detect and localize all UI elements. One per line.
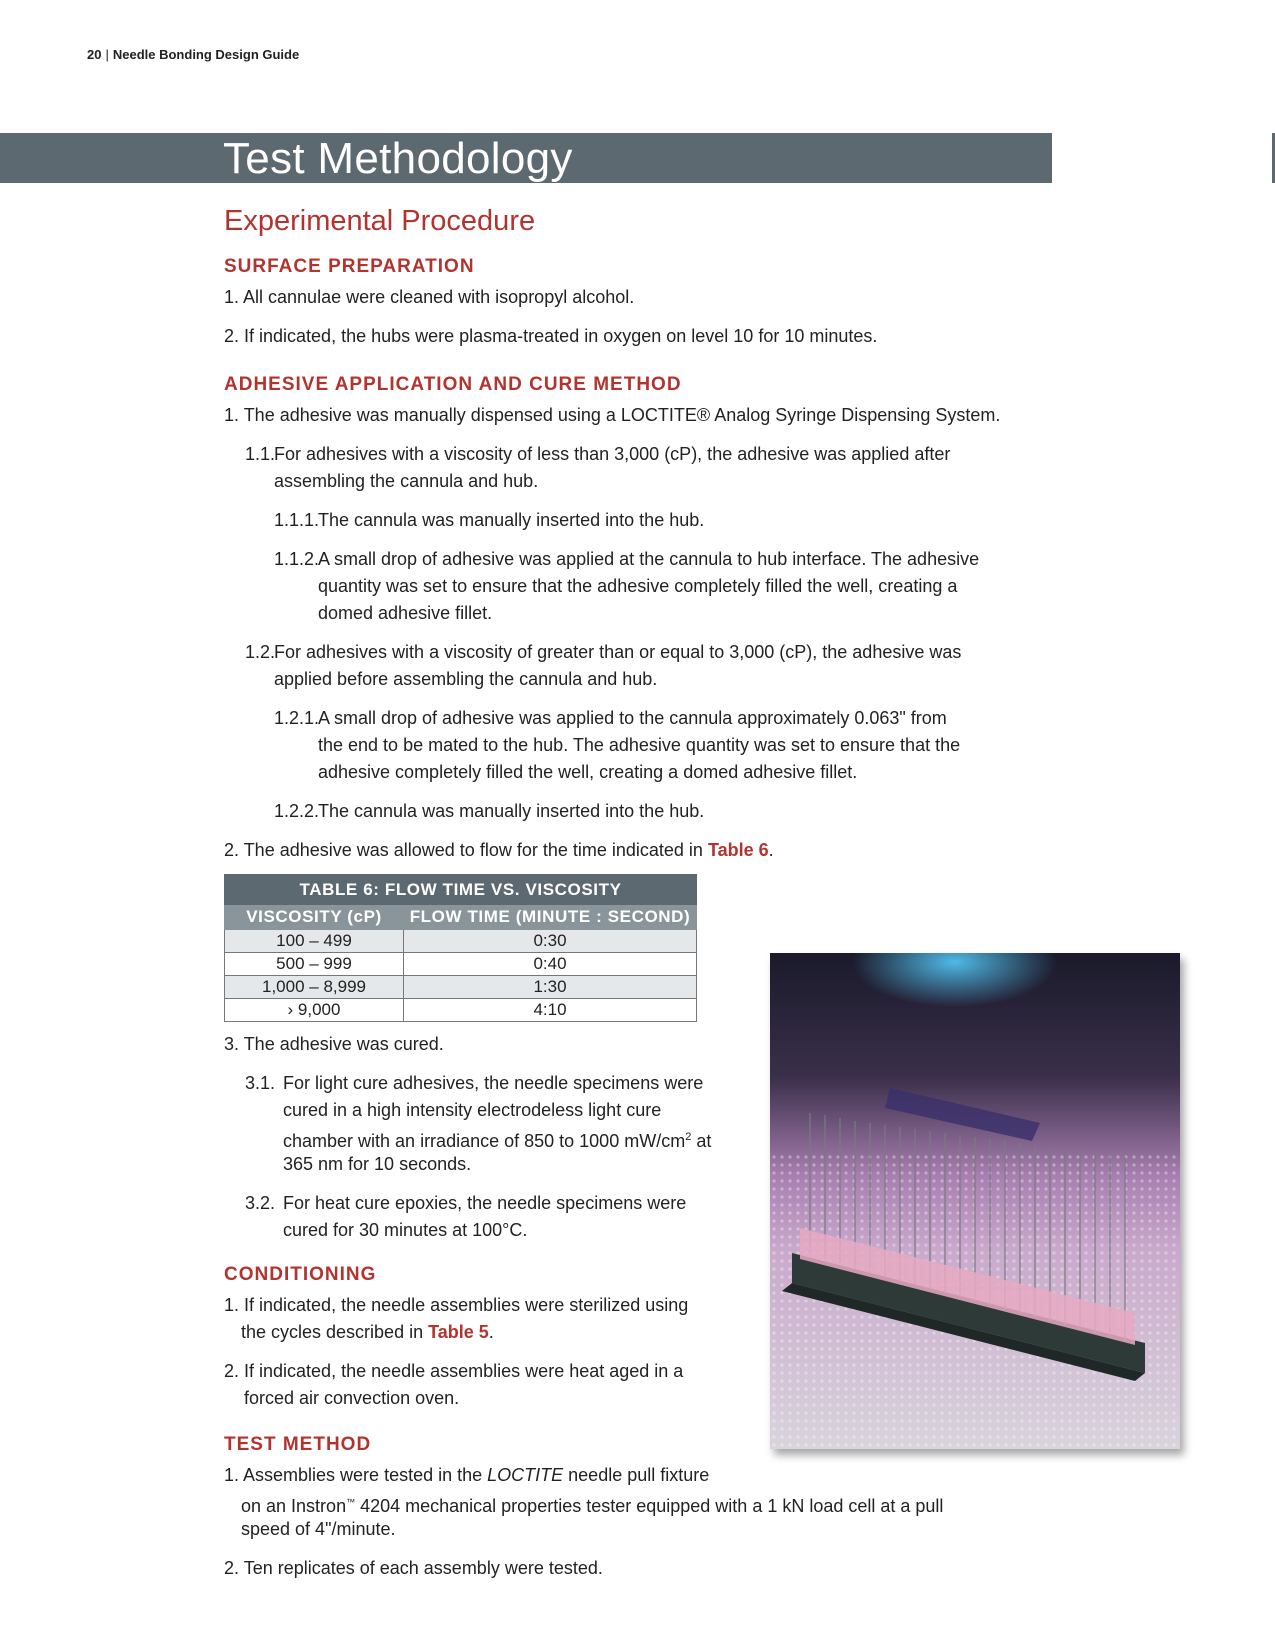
test-method-text-end: needle pull fixture bbox=[563, 1465, 710, 1485]
adhesive-item-1-2-2: The cannula was manually inserted into the hub. bbox=[318, 801, 705, 821]
irradiance-text: chamber with an irradiance of 850 to 1000 mW/cm bbox=[283, 1131, 686, 1151]
table-row bbox=[225, 930, 697, 953]
adhesive-item-1-2-line-1: For adhesives with a viscosity of greater than or equal to 3,000 (cP), the adhesive was bbox=[274, 642, 962, 662]
superscript-2: 2 bbox=[685, 1131, 692, 1143]
adhesive-item-2-text: 2. The adhesive was allowed to flow for the time indicated in bbox=[224, 840, 708, 860]
test-method-text: 1. Assemblies were tested in the bbox=[224, 1465, 488, 1485]
adhesive-item-3-1-line-1: For light cure adhesives, the needle specimens were bbox=[283, 1073, 704, 1093]
flow-time-table bbox=[224, 874, 697, 1022]
section-title: Experimental Procedure bbox=[224, 205, 536, 237]
adhesive-item-1-2-1-number: 1.2.1. bbox=[274, 708, 320, 728]
adhesive-item-3-2-line-1: For heat cure epoxies, the needle specimens were bbox=[283, 1193, 687, 1213]
adhesive-item-1-1-2-line-1: A small drop of adhesive was applied at the cannula to hub interface. The adhesive bbox=[318, 549, 980, 569]
table-cell: 1:30 bbox=[404, 976, 697, 999]
instron-text: on an Instron bbox=[241, 1496, 347, 1516]
header-separator: | bbox=[105, 47, 109, 62]
table-cell: 1,000 – 8,999 bbox=[225, 976, 404, 999]
table-cell: 500 – 999 bbox=[225, 953, 404, 976]
conditioning-item-1-line-2 bbox=[241, 1319, 494, 1346]
adhesive-item-1-1-1-number: 1.1.1. bbox=[274, 510, 320, 530]
adhesive-item-1-1-2-number: 1.1.2. bbox=[274, 549, 320, 569]
adhesive-item-1-2-1-line-3: adhesive completely filled the well, creating a domed adhesive fillet. bbox=[318, 762, 858, 782]
adhesive-item-1-2-2-number: 1.2.2. bbox=[274, 801, 320, 821]
irradiance-text-end: at bbox=[691, 1131, 712, 1151]
adhesive-item-1-1-line-2: assembling the cannula and hub. bbox=[274, 471, 539, 491]
running-header bbox=[87, 47, 299, 62]
test-method-heading: TEST METHOD bbox=[224, 1434, 372, 1455]
instron-text-end: 4204 mechanical properties tester equipped with a 1 kN load cell at a pull bbox=[355, 1496, 944, 1516]
table-caption: TABLE 6: FLOW TIME VS. VISCOSITY bbox=[225, 875, 697, 905]
trademark-symbol: ™ bbox=[346, 1497, 356, 1507]
table-cell: 100 – 499 bbox=[225, 930, 404, 953]
adhesive-item-1: 1. The adhesive was manually dispensed using a LOCTITE® Analog Syringe Dispensing System. bbox=[224, 405, 1001, 425]
title-bar bbox=[0, 133, 1052, 183]
surface-prep-item-1: 1. All cannulae were cleaned with isopropyl alcohol. bbox=[224, 287, 635, 307]
adhesive-item-3-1-number: 3.1. bbox=[245, 1073, 276, 1093]
conditioning-item-1-end: . bbox=[488, 1322, 494, 1342]
table-cell: 0:40 bbox=[404, 953, 697, 976]
adhesive-item-1-2-line-2: applied before assembling the cannula and hub. bbox=[274, 669, 658, 689]
adhesive-item-2 bbox=[224, 837, 774, 864]
adhesive-item-3-2-line-2: cured for 30 minutes at 100°C. bbox=[283, 1220, 528, 1240]
test-method-item-1-line-1 bbox=[224, 1462, 709, 1489]
page-number: 20 bbox=[87, 47, 102, 62]
conditioning-item-1-line-1: 1. If indicated, the needle assemblies were sterilized using bbox=[224, 1295, 689, 1315]
surface-prep-item-2: 2. If indicated, the hubs were plasma-treated in oxygen on level 10 for 10 minutes. bbox=[224, 326, 878, 346]
adhesive-item-1-2-1-line-2: the end to be mated to the hub. The adhesive quantity was set to ensure that the bbox=[318, 735, 961, 755]
adhesive-item-3: 3. The adhesive was cured. bbox=[224, 1034, 444, 1054]
adhesive-item-1-2-1-line-1: A small drop of adhesive was applied to the cannula approximately 0.063" from bbox=[318, 708, 947, 728]
table-6-link[interactable]: Table 6 bbox=[707, 840, 769, 860]
conditioning-item-1-text: the cycles described in bbox=[241, 1322, 429, 1342]
table-row bbox=[225, 999, 697, 1022]
test-method-item-1-line-3: speed of 4"/minute. bbox=[241, 1519, 396, 1539]
adhesive-item-1-1-number: 1.1. bbox=[245, 444, 276, 464]
table-cell: 4:10 bbox=[404, 999, 697, 1022]
guide-title: Needle Bonding Design Guide bbox=[112, 47, 300, 62]
adhesive-item-1-1-1: The cannula was manually inserted into the hub. bbox=[318, 510, 705, 530]
surface-preparation-heading: SURFACE PREPARATION bbox=[224, 256, 475, 277]
adhesive-item-3-1-line-4: 365 nm for 10 seconds. bbox=[283, 1154, 472, 1174]
conditioning-heading: CONDITIONING bbox=[224, 1264, 377, 1285]
test-method-item-2: 2. Ten replicates of each assembly were tested. bbox=[224, 1558, 603, 1578]
adhesive-item-1-2-number: 1.2. bbox=[245, 642, 276, 662]
needle-assembly-photo bbox=[770, 953, 1180, 1449]
table-cell: 0:30 bbox=[404, 930, 697, 953]
page-title: Test Methodology bbox=[223, 134, 573, 183]
table-row bbox=[225, 953, 697, 976]
table-header-viscosity: VISCOSITY (cP) bbox=[225, 905, 404, 930]
adhesive-item-1-1-2-line-2: quantity was set to ensure that the adhesive completely filled the well, creating a bbox=[318, 576, 958, 596]
adhesive-application-heading: ADHESIVE APPLICATION AND CURE METHOD bbox=[224, 374, 682, 395]
adhesive-item-3-2-number: 3.2. bbox=[245, 1193, 276, 1213]
adhesive-item-2-end: . bbox=[768, 840, 774, 860]
loctite-brand: LOCTITE bbox=[487, 1465, 564, 1485]
conditioning-item-2-line-1: 2. If indicated, the needle assemblies were heat aged in a bbox=[224, 1361, 684, 1381]
adhesive-item-1-1-2-line-3: domed adhesive fillet. bbox=[318, 603, 493, 623]
table-row bbox=[225, 976, 697, 999]
adhesive-item-3-1-line-2: cured in a high intensity electrodeless light cure bbox=[283, 1100, 662, 1120]
table-header-flow-time: FLOW TIME (MINUTE : SECOND) bbox=[404, 905, 697, 930]
adhesive-item-1-1-line-1: For adhesives with a viscosity of less than 3,000 (cP), the adhesive was applied after bbox=[274, 444, 951, 464]
table-cell: › 9,000 bbox=[225, 999, 404, 1022]
conditioning-item-2-line-2: forced air convection oven. bbox=[244, 1388, 460, 1408]
table-5-link[interactable]: Table 5 bbox=[428, 1322, 489, 1342]
needle-assembly-illustration bbox=[770, 953, 1180, 1449]
